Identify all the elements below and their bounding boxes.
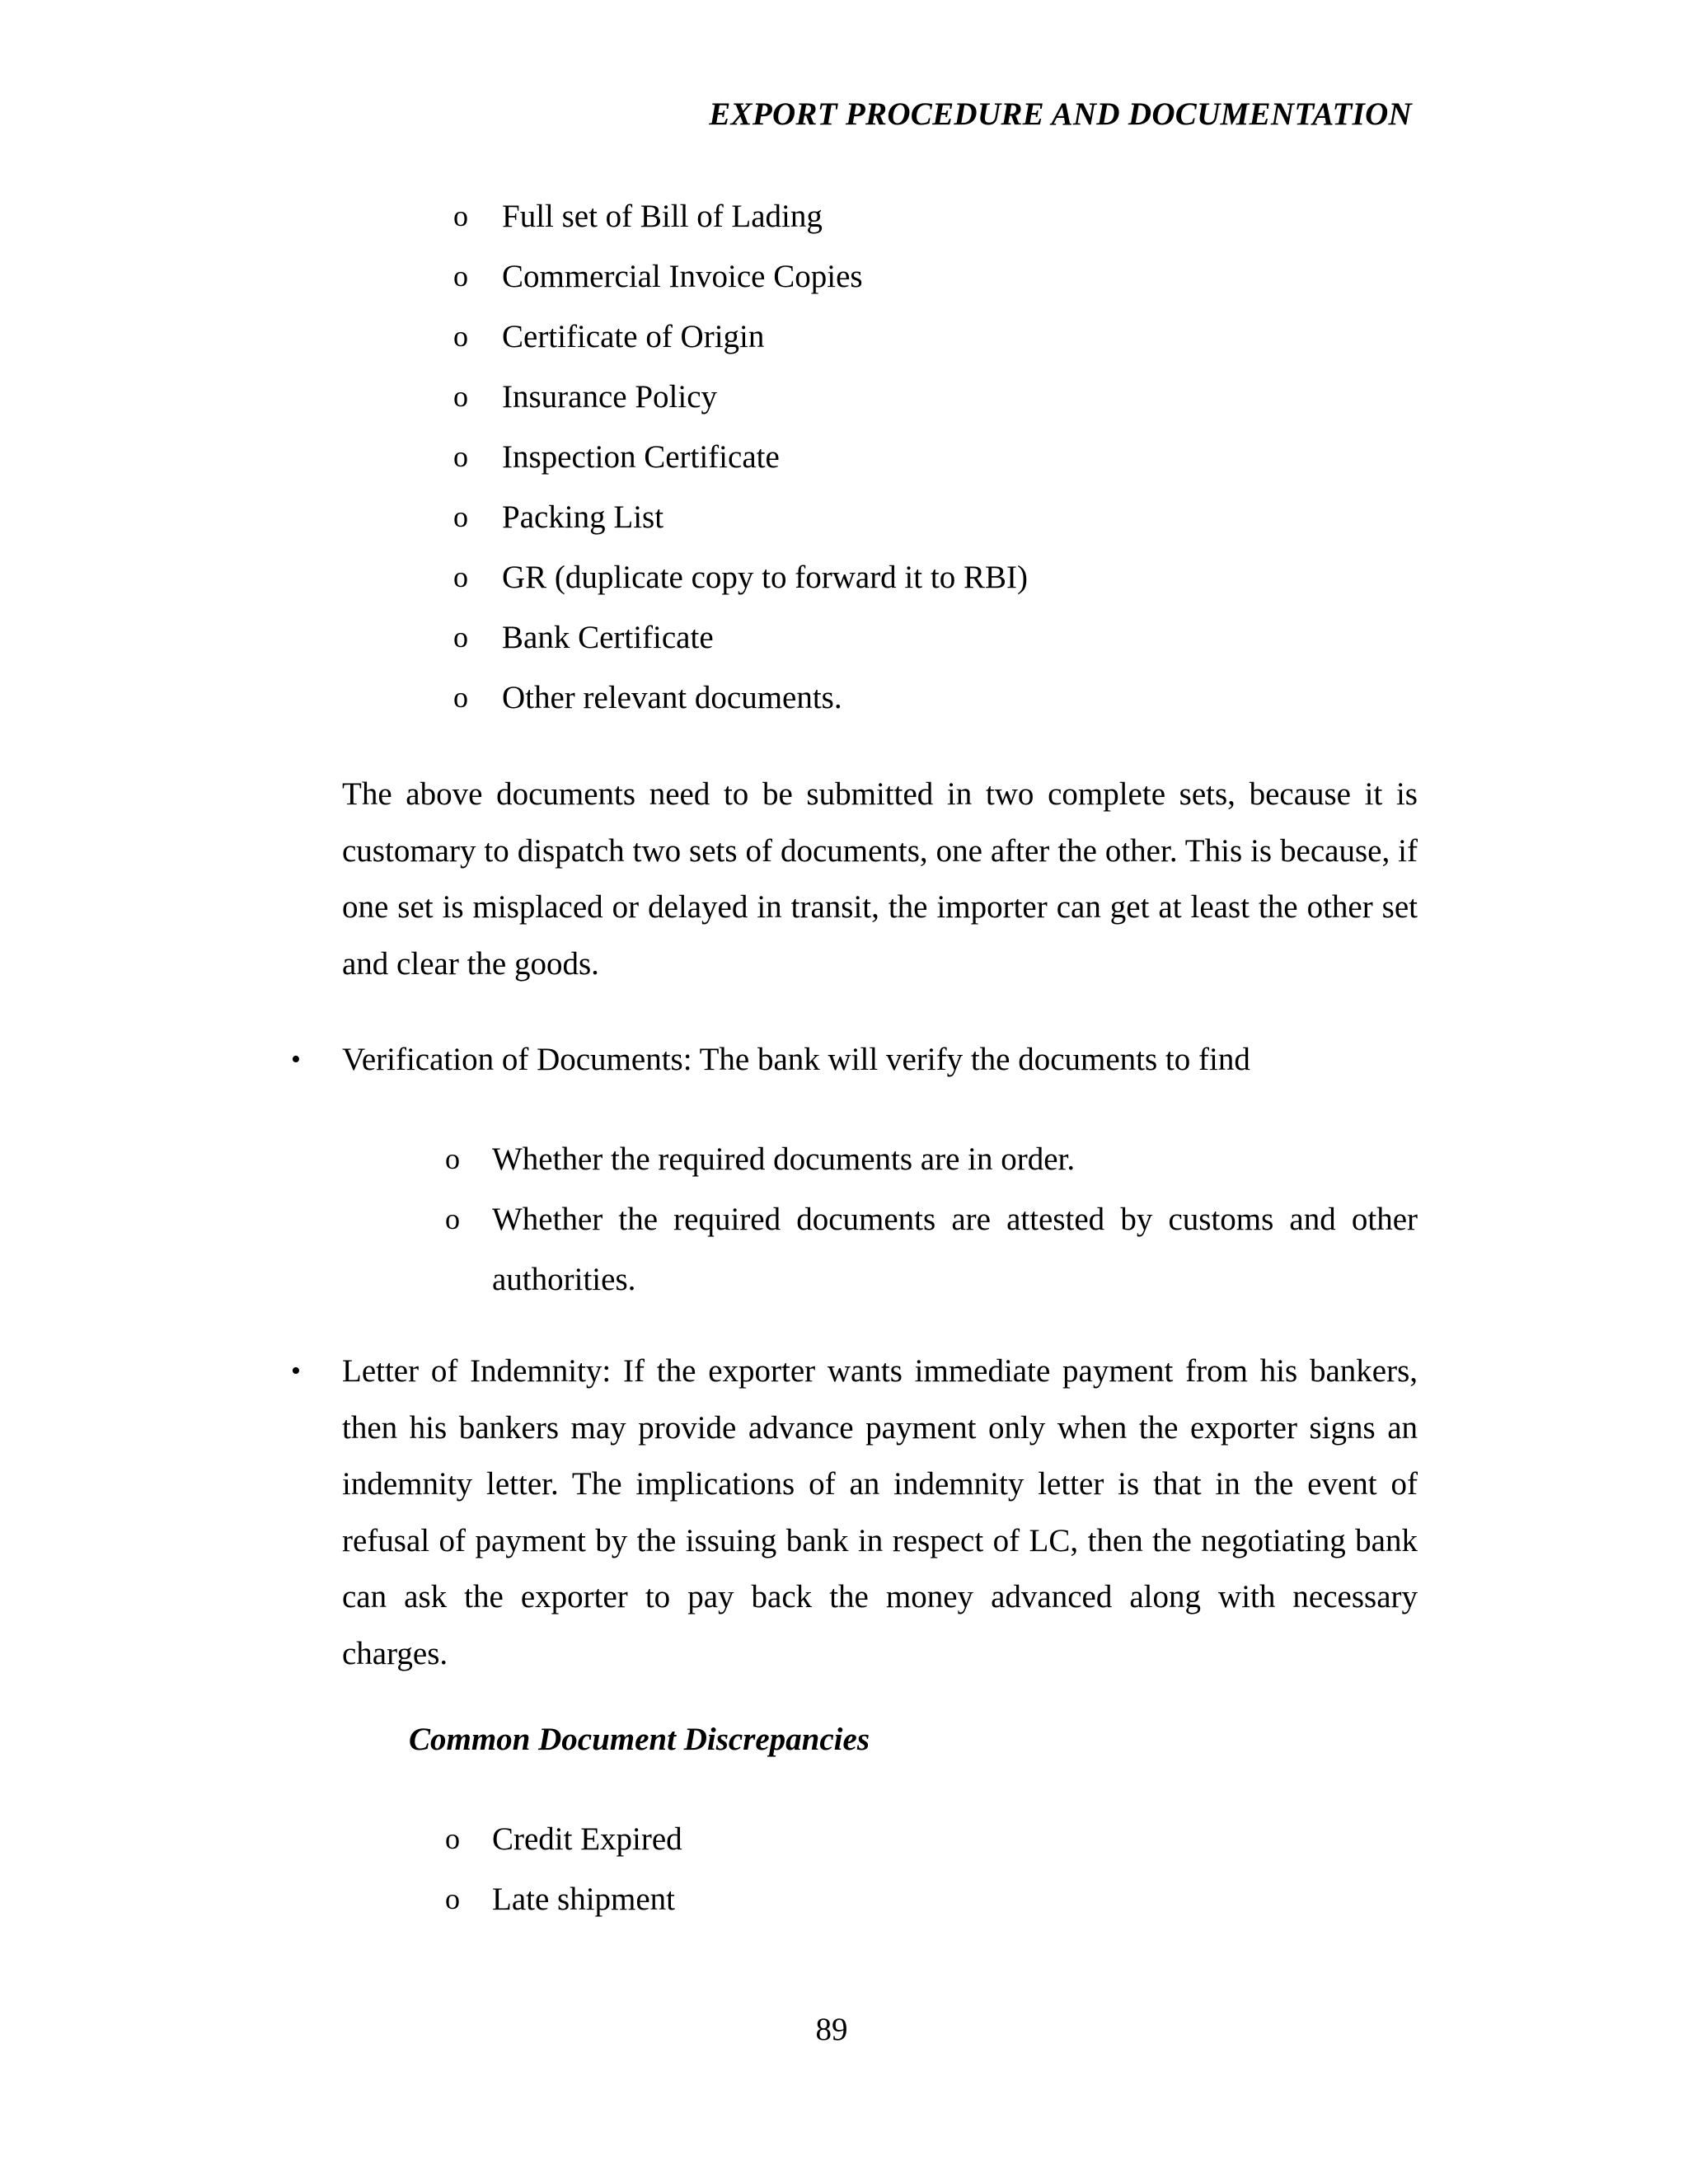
- verification-text: Verification of Documents: The bank will verify the documents to find: [342, 1042, 1250, 1077]
- hollow-bullet-icon: o: [445, 1142, 460, 1175]
- verification-sublist: [445, 1129, 1418, 1310]
- hollow-bullet-icon: o: [453, 260, 468, 293]
- indemnity-text: Letter of Indemnity: If the exporter wants immediate payment from his bankers, then his bankers may provide advance payment only when the exporter signs an indemnity letter. The implications of an indemnity letter is that in the event of refusal of payment by the issuing bank in respect of LC, then the negotiating bank can ask the exporter to pay back the money advanced along with necessary charges.: [342, 1353, 1418, 1671]
- hollow-bullet-icon: o: [445, 1202, 460, 1235]
- running-header: EXPORT PROCEDURE AND DOCUMENTATION: [709, 96, 1412, 132]
- verification-bullet: [291, 1032, 1418, 1089]
- page-number: 89: [815, 2012, 848, 2047]
- hollow-bullet-icon: o: [453, 500, 468, 533]
- hollow-bullet-icon: o: [445, 1822, 460, 1855]
- list-item: o Whether the required documents are attested by customs and other authorities.: [445, 1189, 1418, 1310]
- section-heading: Common Document Discrepancies: [409, 1722, 870, 1757]
- list-item: o Whether the required documents are in order.: [445, 1129, 1418, 1189]
- hollow-bullet-icon: o: [453, 199, 468, 232]
- bullet-dot-icon: •: [291, 1044, 301, 1075]
- hollow-bullet-icon: o: [445, 1882, 460, 1915]
- hollow-bullet-icon: o: [453, 560, 468, 593]
- hollow-bullet-icon: o: [453, 621, 468, 654]
- document-page: EXPORT PROCEDURE AND DOCUMENTATION o Full set of Bill of Lading o Commercial Invoice Copies o Certificate of Origin o Insurance Policy o Inspection Certificate o Packing List o GR (duplicate copy to forward it to RBI) o Bank Certificate o Other relevant documents. The above documents need to be submitted in two complete sets, because it is customary to dispatch two sets of documents, one after the other. This is because, if one set is misplaced or delayed in transit, the importer can get at least the other set and clear the goods. • Verification of Documents: The bank will verify the documents to find o Whether the required documents are in order. o Whether the required documents are attested by customs and other authorities. • Letter of Indemnity: If the exporter wants immediate payment from his bankers, then his bankers may provide advance payment only when the exporter signs an indemnity letter. The implications of an indemnity letter is that in the event of refusal of payment by the issuing bank in respect of LC, then the negotiating bank can ask the exporter to pay back the money advanced along with necessary charges. Common Document Discrepancies o Credit Expired o Late shipment 89: [0, 0, 1688, 2184]
- hollow-bullet-icon: o: [453, 440, 468, 473]
- hollow-bullet-icon: o: [453, 380, 468, 413]
- bullet-dot-icon: •: [291, 1356, 301, 1386]
- hollow-bullet-icon: o: [453, 681, 468, 714]
- indemnity-bullet: [291, 1343, 1418, 1682]
- document-sets-paragraph: The above documents need to be submitted in two complete sets, because it is customary to dispatch two sets of documents, one after the other. This is because, if one set is misplaced or delayed in transit, the importer can get at least the other set and clear the goods.: [342, 776, 1418, 982]
- hollow-bullet-icon: o: [453, 320, 468, 353]
